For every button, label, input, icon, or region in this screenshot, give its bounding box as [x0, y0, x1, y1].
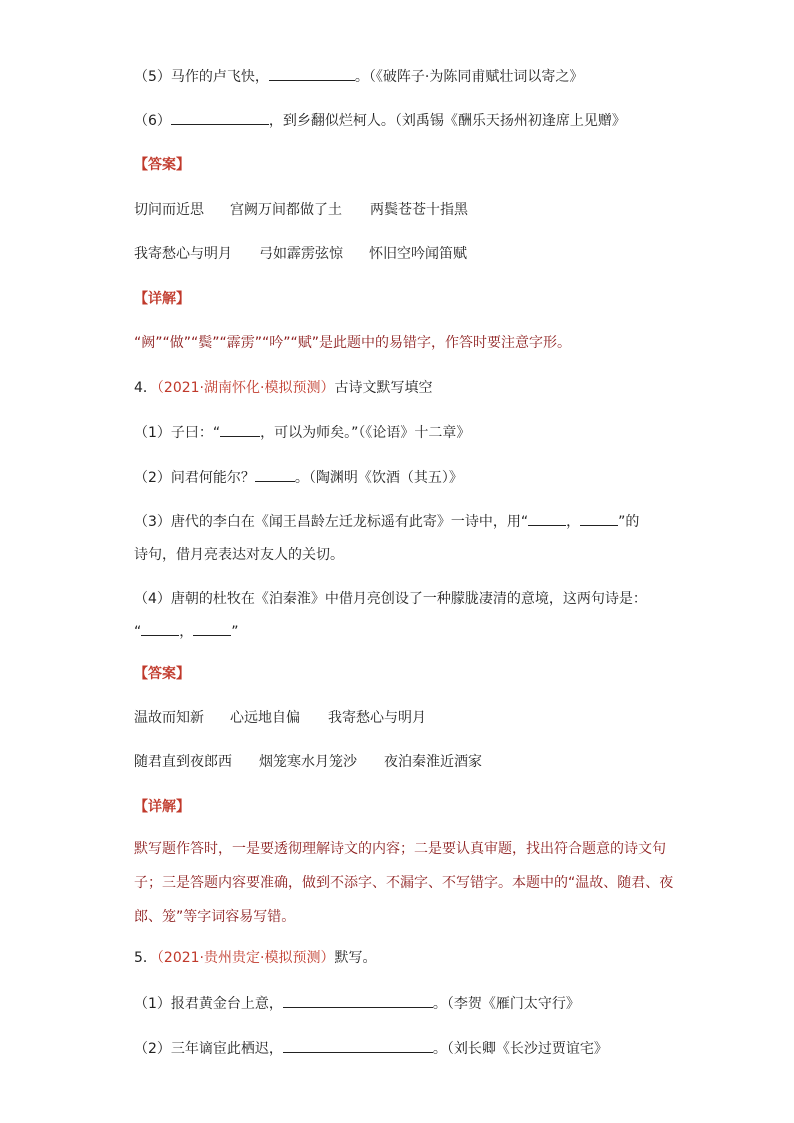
q5-title: 默写。 [334, 950, 377, 966]
q5-number: 5． [134, 950, 157, 966]
q3-item5-prefix: （5）马作的卢飞快， [134, 69, 269, 85]
q4-answers-row2 [134, 752, 482, 772]
q5-item2-prefix: （2）三年谪宦此栖迟， [134, 1041, 283, 1057]
q4-item3-suffix: ”的 [618, 514, 640, 530]
answer-item: 心远地自偏 [230, 710, 300, 726]
answer-item: 烟笼寒水月笼沙 [259, 754, 357, 770]
q4-item4-line2 [134, 621, 239, 642]
q5-title-line [134, 948, 376, 968]
answer-item: 切问而近思 [134, 202, 204, 218]
answer-item: 宫阙万间都做了土 [230, 202, 342, 218]
q4-item1 [134, 422, 470, 443]
q3-answers-row2 [134, 244, 467, 264]
q4-title: 古诗文默写填空 [334, 380, 433, 396]
answer-item: 随君直到夜郎西 [134, 754, 232, 770]
answer-blank [580, 511, 618, 526]
q5-item1-prefix: （1）报君黄金台上意， [134, 996, 283, 1012]
q4-item1-prefix: （1）子曰：“ [134, 425, 221, 441]
q4-item3-mid: ， [566, 514, 581, 530]
q4-source: （2021·湖南怀化·模拟预测） [156, 380, 335, 396]
q4-item2-suffix: 。（陶渊明《饮酒（其五）》 [294, 470, 463, 486]
q4-item1-suffix: ，可以为师矣。”（《论语》十二章》 [260, 425, 471, 441]
q4-item2 [134, 467, 463, 488]
q4-answers-row1 [134, 708, 426, 728]
q5-item1-suffix: 。（李贺《雁门太守行》 [432, 996, 580, 1012]
answer-item: 夜泊秦淮近酒家 [384, 754, 482, 770]
answer-item: 温故而知新 [134, 710, 204, 726]
q4-detail-heading: 【详解】 [134, 799, 190, 815]
answer-blank [283, 1038, 433, 1053]
answer-blank [528, 511, 566, 526]
q3-answers-row1 [134, 200, 468, 220]
q4-title-line [134, 378, 432, 398]
answer-blank [193, 621, 231, 636]
q4-item4-line1: （4）唐朝的杜牧在《泊秦淮》中借月亮创设了一种朦胧凄清的意境，这两句诗是： [134, 591, 647, 607]
answer-blank [141, 621, 179, 636]
q3-detail-text: “阙”“做”“鬓”“霹雳”“吟”“赋”是此题中的易错字，作答时要注意字形。 [134, 335, 572, 351]
q4-answer-heading: 【答案】 [134, 666, 190, 682]
answer-blank [220, 422, 260, 437]
q4-item4-close: ” [231, 624, 239, 640]
q5-source: （2021·贵州贵定·模拟预测） [156, 950, 335, 966]
answer-item: 两鬓苍苍十指黑 [370, 202, 468, 218]
q3-answer-heading: 【答案】 [134, 157, 190, 173]
q4-item4-open: “ [134, 624, 142, 640]
q4-number: 4． [134, 380, 157, 396]
q3-detail-heading: 【详解】 [134, 291, 190, 307]
q5-item2 [134, 1038, 608, 1059]
answer-item: 弓如霹雳弦惊 [259, 246, 343, 262]
answer-blank [171, 110, 269, 125]
q3-item5 [134, 66, 583, 87]
q5-item1 [134, 993, 580, 1014]
q4-item2-prefix: （2）问君何能尔？ [134, 470, 255, 486]
q4-item3-line2: 诗句，借月亮表达对友人的关切。 [134, 547, 344, 563]
answer-item: 我寄愁心与明月 [134, 246, 232, 262]
answer-blank [255, 467, 295, 482]
q4-item4-mid: ， [179, 624, 194, 640]
q4-detail-text: 默写题作答时，一是要透彻理解诗文的内容；二是要认真审题，找出符合题意的诗文句子；三是答题内容要准确，做到不添字、不漏字、不写错字。本题中的“温故、随君、夜郎、笼”等字词容易写错。 [134, 841, 674, 925]
answer-blank [283, 993, 433, 1008]
q3-item6-prefix: （6） [134, 113, 171, 129]
answer-item: 怀旧空吟闻笛赋 [369, 246, 467, 262]
answer-item: 我寄愁心与明月 [328, 710, 426, 726]
q3-item6-suffix: ，到乡翻似烂柯人。（刘禹锡《酬乐天扬州初逢席上见赠》 [268, 113, 626, 129]
q5-item2-suffix: 。（刘长卿《长沙过贾谊宅》 [432, 1041, 608, 1057]
q4-item3-prefix: （3）唐代的李白在《闻王昌龄左迁龙标遥有此寄》一诗中，用“ [134, 514, 529, 530]
q4-item3-line1 [134, 511, 639, 532]
answer-blank [269, 66, 355, 81]
q3-item6 [134, 110, 626, 131]
q3-item5-suffix: 。（《破阵子·为陈同甫赋壮词以寄之》 [354, 69, 584, 85]
